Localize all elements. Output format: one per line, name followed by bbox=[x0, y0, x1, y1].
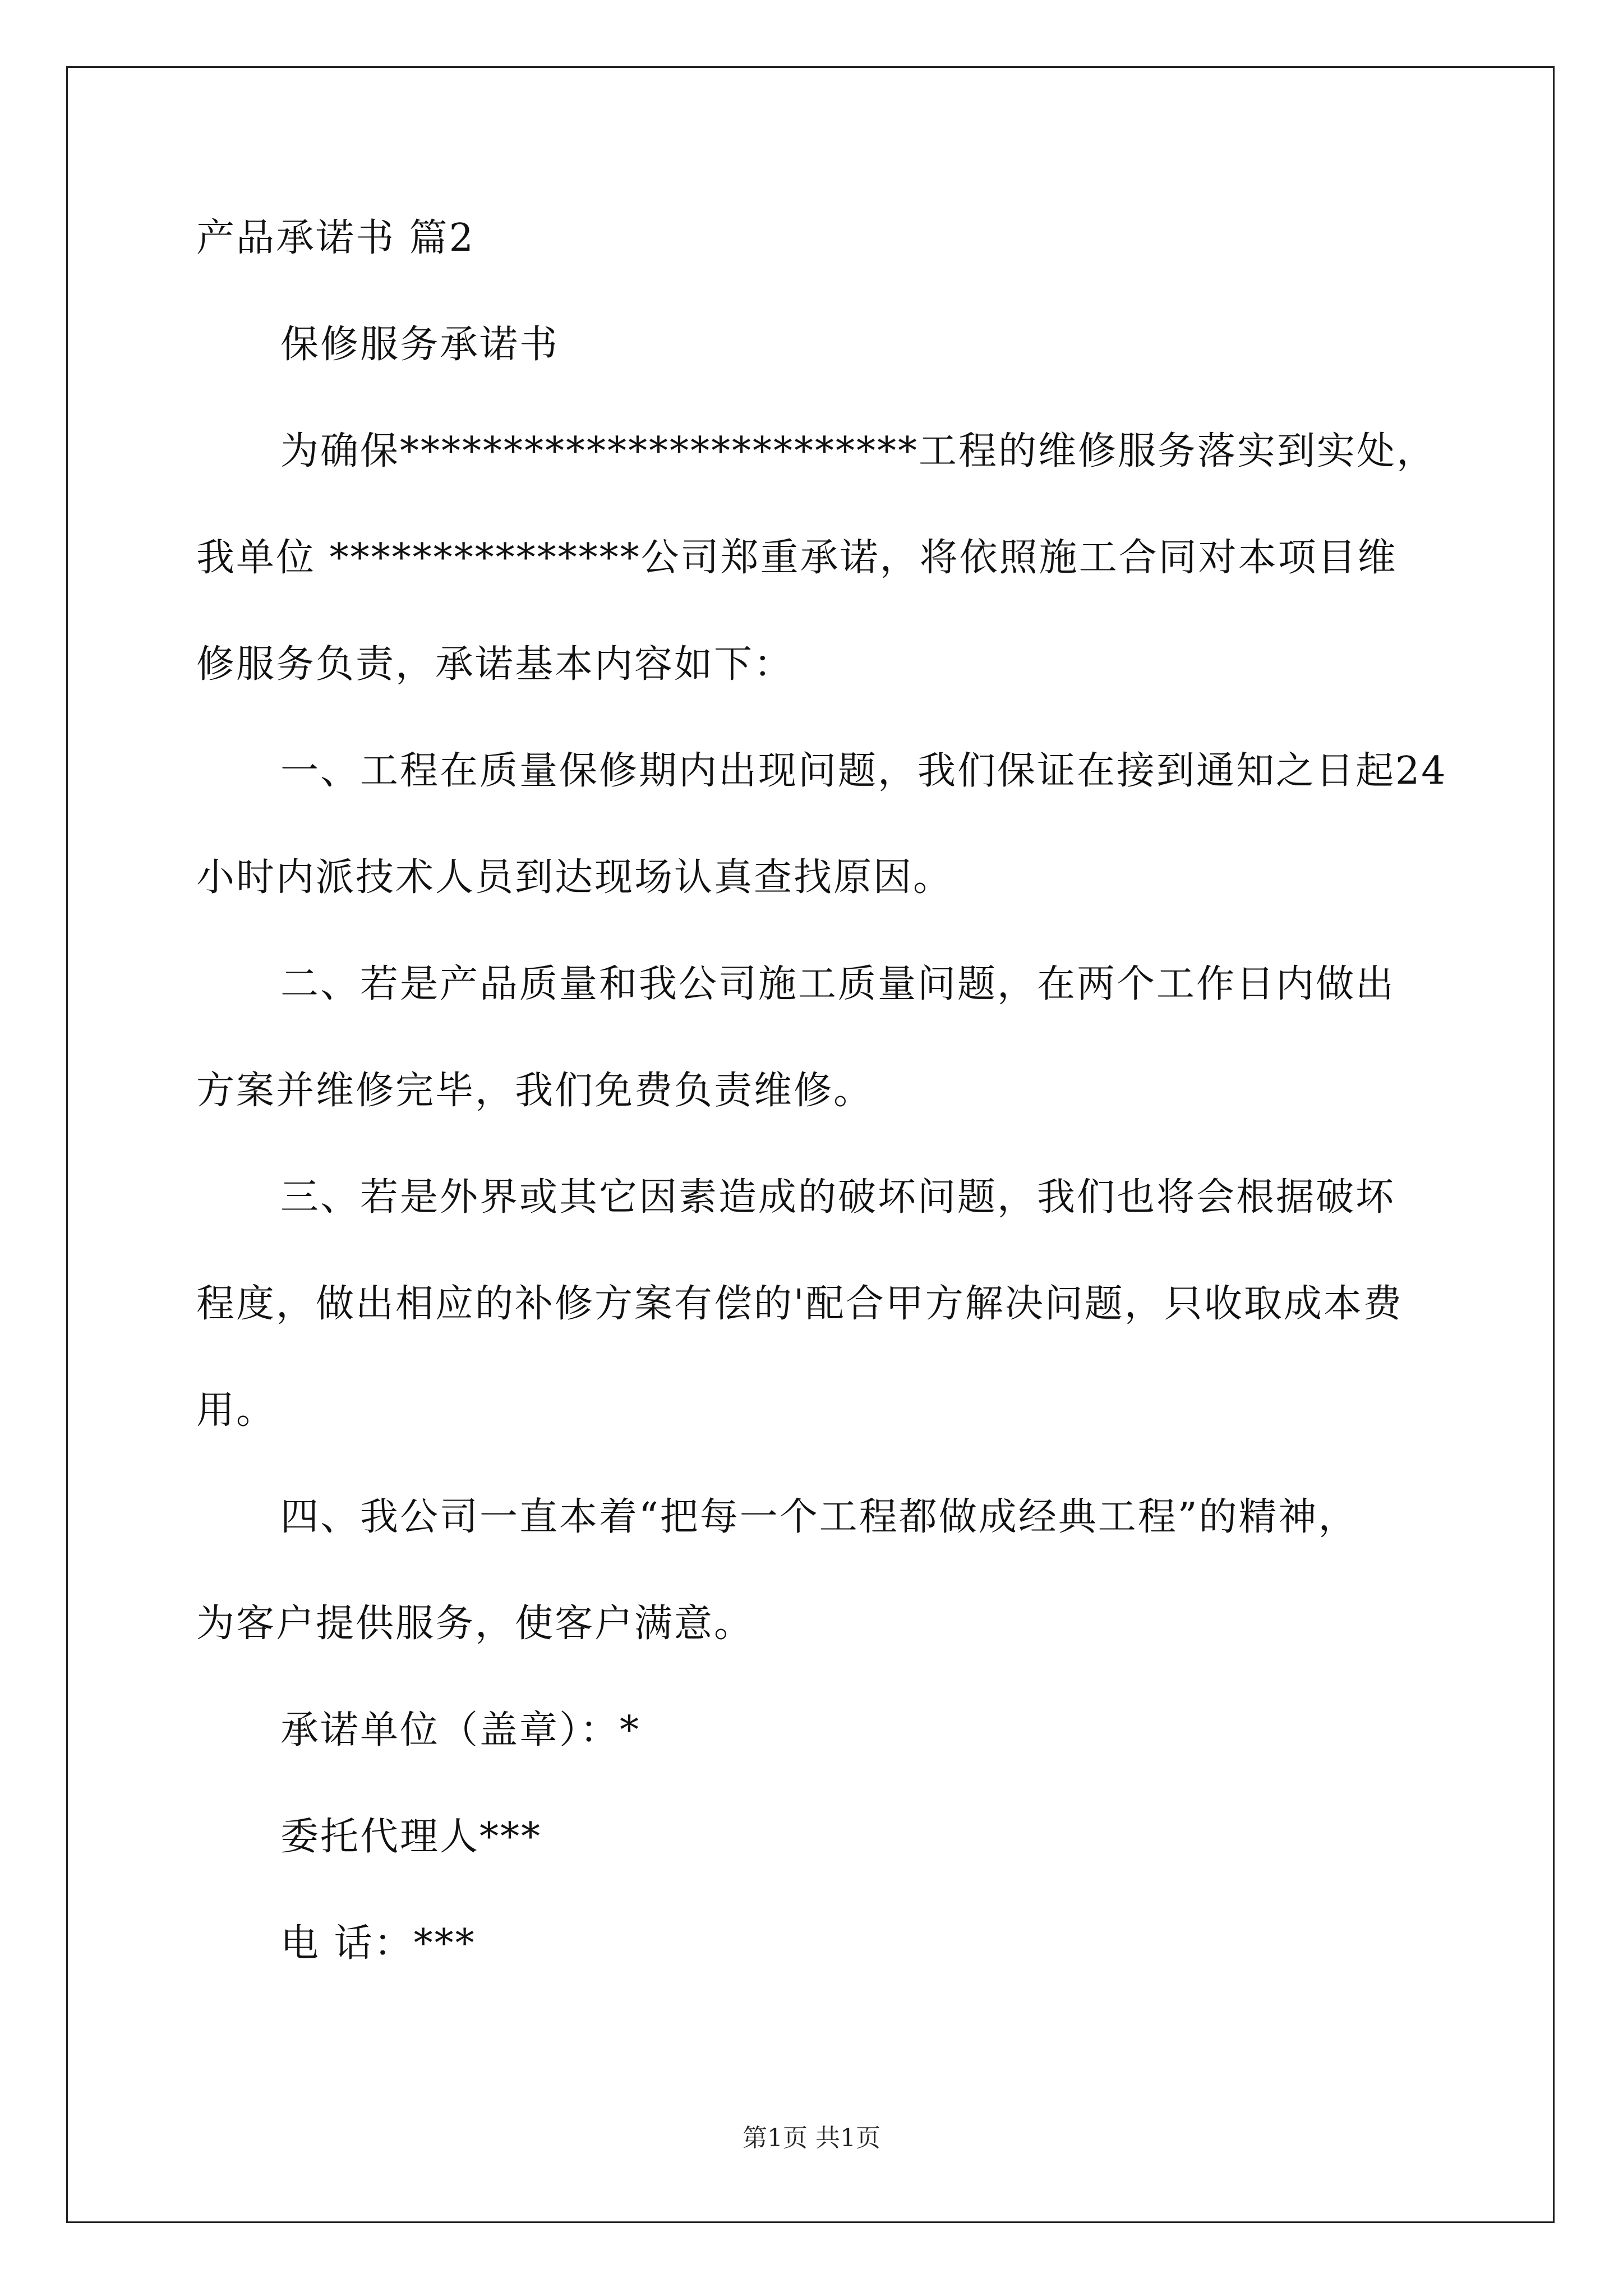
paragraph-line-8: 三、若是外界或其它因素造成的破坏问题，我们也将会根据破坏 bbox=[280, 1175, 1396, 1220]
paragraph-line-2: 我单位 ***************公司郑重承诺，将依照施工合同对本项目维 bbox=[196, 536, 1398, 580]
paragraph-line-3: 修服务负责，承诺基本内容如下： bbox=[196, 642, 794, 687]
paragraph-line-5: 小时内派技术人员到达现场认真查找原因。 bbox=[196, 855, 953, 900]
paragraph-line-7: 方案并维修完毕，我们免费负责维修。 bbox=[196, 1069, 874, 1113]
paragraph-line-11: 四、我公司一直本着“把每一个工程都做成经典工程”的精神， bbox=[280, 1495, 1358, 1539]
paragraph-line-12: 为客户提供服务，使客户满意。 bbox=[196, 1602, 754, 1646]
paragraph-line-10: 用。 bbox=[196, 1388, 276, 1433]
signature-agent: 委托代理人*** bbox=[280, 1815, 542, 1859]
page-footer: 第1页 共1页 bbox=[743, 2124, 880, 2152]
document-heading: 产品承诺书 篇2 bbox=[196, 216, 475, 260]
signature-phone: 电 话：*** bbox=[280, 1921, 476, 1966]
signature-unit: 承诺单位（盖章）：* bbox=[280, 1708, 641, 1752]
paragraph-line-1: 为确保*************************工程的维修服务落实到实处， bbox=[280, 429, 1437, 473]
paragraph-line-9: 程度，做出相应的补修方案有偿的'配合甲方解决问题，只收取成本费 bbox=[196, 1282, 1403, 1326]
document-title: 保修服务承诺书 bbox=[280, 323, 560, 367]
page-frame bbox=[66, 66, 1555, 2223]
paragraph-line-6: 二、若是产品质量和我公司施工质量问题，在两个工作日内做出 bbox=[280, 962, 1396, 1006]
paragraph-line-4: 一、工程在质量保修期内出现问题，我们保证在接到通知之日起24 bbox=[280, 749, 1447, 793]
